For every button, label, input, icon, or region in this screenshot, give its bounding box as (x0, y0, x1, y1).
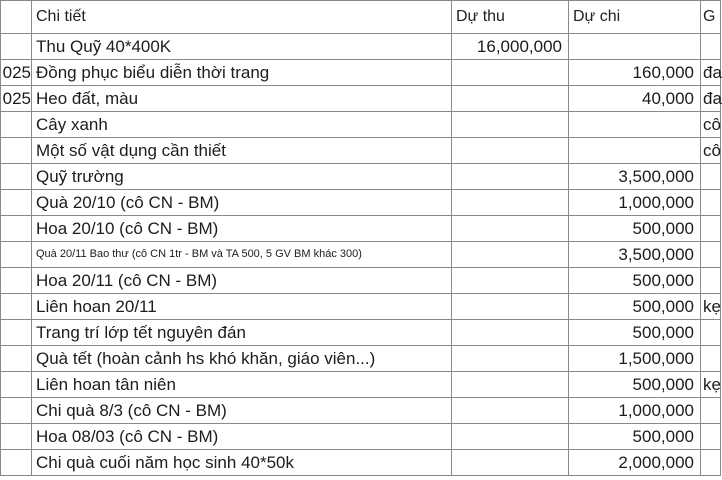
date-cell[interactable] (1, 216, 32, 242)
table-row (1, 424, 721, 450)
date-cell[interactable] (1, 346, 32, 372)
date-cell[interactable] (1, 424, 32, 450)
table-row (1, 450, 721, 476)
expense-cell[interactable]: 3,500,000 (569, 242, 701, 268)
date-cell[interactable] (1, 190, 32, 216)
note-cell[interactable]: kẹ (701, 372, 721, 398)
date-cell[interactable] (1, 138, 32, 164)
note-cell[interactable] (701, 450, 721, 476)
detail-cell[interactable]: Hoa 20/11 (cô CN - BM) (32, 268, 452, 294)
detail-cell[interactable]: Heo đất, màu (32, 86, 452, 112)
header-note-cell[interactable]: G (701, 1, 721, 34)
income-cell[interactable] (452, 242, 569, 268)
detail-cell[interactable]: Quà tết (hoàn cảnh hs khó khăn, giáo viên...) (32, 346, 452, 372)
detail-cell[interactable]: Liên hoan tân niên (32, 372, 452, 398)
detail-cell[interactable]: Một số vật dụng cần thiết (32, 138, 452, 164)
date-cell[interactable] (1, 372, 32, 398)
date-cell[interactable] (1, 294, 32, 320)
note-cell[interactable] (701, 346, 721, 372)
date-cell[interactable] (1, 112, 32, 138)
note-cell[interactable] (701, 424, 721, 450)
expense-cell[interactable] (569, 112, 701, 138)
expense-cell[interactable]: 3,500,000 (569, 164, 701, 190)
income-cell[interactable] (452, 60, 569, 86)
expense-cell[interactable]: 2,000,000 (569, 450, 701, 476)
note-cell[interactable] (701, 34, 721, 60)
income-cell[interactable] (452, 398, 569, 424)
expense-cell[interactable]: 500,000 (569, 424, 701, 450)
detail-cell[interactable]: Quà 20/10 (cô CN - BM) (32, 190, 452, 216)
detail-cell[interactable]: Quỹ trường (32, 164, 452, 190)
detail-cell[interactable]: Chi quà 8/3 (cô CN - BM) (32, 398, 452, 424)
detail-cell[interactable]: Quà 20/11 Bao thư (cô CN 1tr - BM và TA 500, 5 GV BM khác 300) (32, 242, 452, 268)
table-row (1, 294, 721, 320)
table-row (1, 346, 721, 372)
date-cell[interactable] (1, 34, 32, 60)
expense-cell[interactable]: 500,000 (569, 320, 701, 346)
date-cell[interactable] (1, 164, 32, 190)
expense-cell[interactable] (569, 34, 701, 60)
date-cell[interactable] (1, 450, 32, 476)
note-cell[interactable]: kẹ (701, 294, 721, 320)
table-row (1, 372, 721, 398)
header-row (1, 1, 721, 34)
note-cell[interactable]: đa (701, 86, 721, 112)
note-cell[interactable] (701, 190, 721, 216)
expense-cell[interactable]: 1,000,000 (569, 398, 701, 424)
table-row (1, 112, 721, 138)
header-date-cell[interactable] (1, 1, 32, 34)
note-cell[interactable] (701, 216, 721, 242)
header-detail-cell[interactable]: Chi tiết (32, 1, 452, 34)
income-cell[interactable] (452, 268, 569, 294)
detail-cell[interactable]: Đồng phục biểu diễn thời trang (32, 60, 452, 86)
table-row (1, 190, 721, 216)
detail-cell[interactable]: Trang trí lớp tết nguyên đán (32, 320, 452, 346)
income-cell[interactable] (452, 424, 569, 450)
expense-cell[interactable]: 1,000,000 (569, 190, 701, 216)
date-cell[interactable] (1, 398, 32, 424)
income-cell[interactable] (452, 294, 569, 320)
detail-cell[interactable]: Hoa 08/03 (cô CN - BM) (32, 424, 452, 450)
date-cell[interactable] (1, 268, 32, 294)
income-cell[interactable] (452, 320, 569, 346)
note-cell[interactable]: cô (701, 112, 721, 138)
header-expense-cell[interactable]: Dự chi (569, 1, 701, 34)
note-cell[interactable]: cô (701, 138, 721, 164)
expense-cell[interactable] (569, 138, 701, 164)
table-row (1, 242, 721, 268)
date-cell[interactable] (1, 242, 32, 268)
expense-cell[interactable]: 500,000 (569, 268, 701, 294)
note-cell[interactable] (701, 398, 721, 424)
detail-cell[interactable]: Liên hoan 20/11 (32, 294, 452, 320)
header-income-cell[interactable]: Dự thu (452, 1, 569, 34)
table-row (1, 86, 721, 112)
expense-cell[interactable]: 500,000 (569, 372, 701, 398)
note-cell[interactable] (701, 242, 721, 268)
income-cell[interactable] (452, 86, 569, 112)
expense-cell[interactable]: 1,500,000 (569, 346, 701, 372)
expense-cell[interactable]: 500,000 (569, 294, 701, 320)
date-cell[interactable]: 025 (1, 86, 32, 112)
detail-cell[interactable]: Hoa 20/10 (cô CN - BM) (32, 216, 452, 242)
income-cell[interactable] (452, 164, 569, 190)
table-row (1, 164, 721, 190)
income-cell[interactable]: 16,000,000 (452, 34, 569, 60)
expense-cell[interactable]: 40,000 (569, 86, 701, 112)
income-cell[interactable] (452, 112, 569, 138)
expense-cell[interactable]: 160,000 (569, 60, 701, 86)
income-cell[interactable] (452, 138, 569, 164)
note-cell[interactable] (701, 268, 721, 294)
income-cell[interactable] (452, 450, 569, 476)
table-row (1, 60, 721, 86)
income-cell[interactable] (452, 216, 569, 242)
table-row (1, 398, 721, 424)
income-cell[interactable] (452, 346, 569, 372)
table-row (1, 268, 721, 294)
date-cell[interactable] (1, 320, 32, 346)
note-cell[interactable] (701, 164, 721, 190)
detail-cell[interactable]: Thu Quỹ 40*400K (32, 34, 452, 60)
table-row (1, 216, 721, 242)
note-cell[interactable]: đa (701, 60, 721, 86)
detail-cell[interactable]: Chi quà cuối năm học sinh 40*50k (32, 450, 452, 476)
income-cell[interactable] (452, 372, 569, 398)
table-row (1, 320, 721, 346)
detail-cell[interactable]: Cây xanh (32, 112, 452, 138)
income-cell[interactable] (452, 190, 569, 216)
table-row (1, 138, 721, 164)
date-cell[interactable]: 025 (1, 60, 32, 86)
note-cell[interactable] (701, 320, 721, 346)
table-row (1, 34, 721, 60)
expense-cell[interactable]: 500,000 (569, 216, 701, 242)
